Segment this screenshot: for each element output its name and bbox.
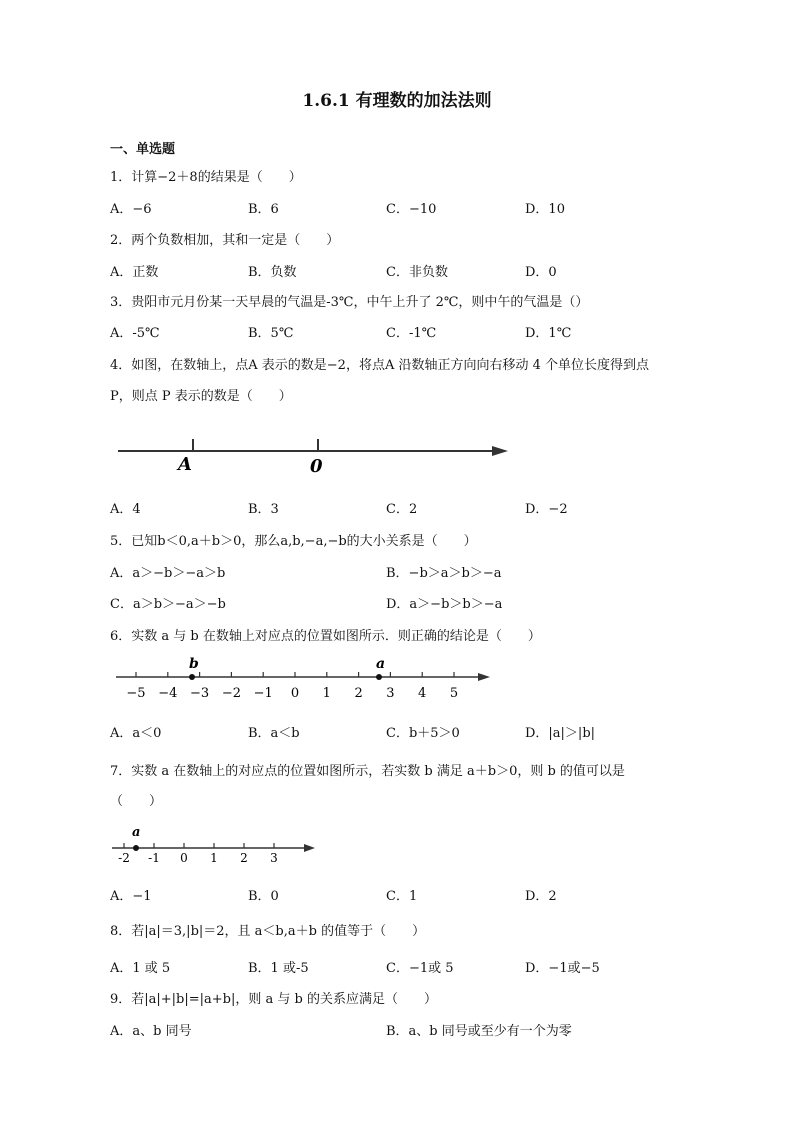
q8-option-c: C．−1或 5 bbox=[386, 961, 454, 976]
page-title: 1.6.1 有理数的加法法则 bbox=[302, 91, 492, 111]
question-4-stem-line1: 4．如图，在数轴上，点A 表示的数是−2，将点A 沿数轴正方向向右移动 4 个单位长度得到点 bbox=[110, 358, 650, 373]
tick-label: −5 bbox=[126, 686, 146, 701]
question-5-stem: 5．已知b＜0,a＋b＞0，那么a,b,−a,−b的大小关系是（ ） bbox=[110, 534, 477, 549]
tick-label: −2 bbox=[221, 686, 241, 701]
point-b-dot bbox=[189, 674, 195, 680]
q3-option-a: A．-5℃ bbox=[110, 326, 160, 341]
tick-label: 3 bbox=[270, 851, 278, 865]
q6-option-b: B．a＜b bbox=[248, 726, 300, 741]
q5-option-a: A．a＞−b＞−a＞b bbox=[110, 566, 226, 581]
q4-option-c: C．2 bbox=[386, 502, 418, 517]
question-9-stem: 9．若|a|+|b|=|a+b|，则 a 与 b 的关系应满足（ ） bbox=[110, 992, 437, 1007]
tick-label: -2 bbox=[118, 851, 130, 865]
q4-option-b: B．3 bbox=[248, 502, 279, 517]
q3-option-c: C．-1℃ bbox=[386, 326, 437, 341]
q2-option-c: C．非负数 bbox=[386, 265, 448, 280]
q1-option-b: B．6 bbox=[248, 202, 279, 217]
q4-option-a: A．4 bbox=[110, 502, 141, 517]
q9-option-b: B．a、b 同号或至少有一个为零 bbox=[386, 1024, 572, 1039]
q2-option-d: D．0 bbox=[525, 265, 557, 280]
origin-label: 0 bbox=[310, 456, 323, 477]
section-heading: 一、单选题 bbox=[110, 142, 176, 157]
tick-label: −3 bbox=[190, 686, 210, 701]
tick-label: 3 bbox=[386, 686, 395, 701]
number-line-arrow bbox=[304, 844, 315, 852]
q2-option-b: B．负数 bbox=[248, 265, 297, 280]
q6-option-a: A．a＜0 bbox=[110, 726, 162, 741]
question-8-stem: 8．若|a|＝3,|b|＝2，且 a＜b,a＋b 的值等于（ ） bbox=[110, 924, 426, 939]
tick-label: -1 bbox=[148, 851, 160, 865]
q7-number-line-figure bbox=[108, 820, 328, 870]
q3-option-b: B．5℃ bbox=[248, 326, 294, 341]
q6-option-c: C．b＋5＞0 bbox=[386, 726, 460, 741]
question-2-stem: 2．两个负数相加，其和一定是（ ） bbox=[110, 233, 340, 248]
number-line-arrow bbox=[478, 673, 490, 681]
tick-label: 4 bbox=[418, 686, 427, 701]
point-a-dot bbox=[376, 674, 382, 680]
point-a-label: a bbox=[132, 825, 141, 840]
tick-label: 0 bbox=[290, 686, 300, 701]
q4-option-d: D．−2 bbox=[525, 502, 568, 517]
tick-label: 2 bbox=[354, 686, 363, 701]
tick-label: 0 bbox=[180, 851, 188, 865]
q5-option-b: B．−b＞a＞b＞−a bbox=[386, 566, 502, 581]
question-1-stem: 1．计算−2＋8的结果是（ ） bbox=[110, 170, 302, 185]
tick-label: 2 bbox=[240, 851, 248, 865]
tick-label: −4 bbox=[158, 686, 178, 701]
q7-option-c: C．1 bbox=[386, 889, 418, 904]
q7-option-b: B．0 bbox=[248, 889, 279, 904]
question-7-stem-line1: 7．实数 a 在数轴上的对应点的位置如图所示，若实数 b 满足 a＋b＞0，则 b 的值可以是 bbox=[110, 764, 625, 779]
q1-option-c: C．−10 bbox=[386, 202, 437, 217]
point-b-label: b bbox=[189, 656, 199, 672]
tick-label: 5 bbox=[449, 686, 459, 701]
point-a-label: A bbox=[178, 454, 192, 475]
tick-label: 1 bbox=[322, 686, 331, 701]
q8-option-a: A．1 或 5 bbox=[110, 961, 171, 976]
point-a-dot bbox=[133, 845, 139, 851]
question-6-stem: 6．实数 a 与 b 在数轴上对应点的位置如图所示．则正确的结论是（ ） bbox=[110, 629, 541, 644]
q1-option-a: A．−6 bbox=[110, 202, 152, 217]
q7-option-d: D．2 bbox=[525, 889, 557, 904]
q2-option-a: A．正数 bbox=[110, 265, 159, 280]
question-7-stem-line2: （ ） bbox=[110, 794, 163, 809]
q9-option-a: A．a、b 同号 bbox=[110, 1024, 192, 1039]
q6-option-d: D．|a|＞|b| bbox=[525, 726, 596, 741]
q1-option-d: D．10 bbox=[525, 202, 565, 217]
point-a-label: a bbox=[376, 656, 386, 672]
q5-option-c: C．a＞b＞−a＞−b bbox=[110, 597, 226, 612]
tick-label: 1 bbox=[210, 851, 218, 865]
question-3-stem: 3．贵阳市元月份某一天早晨的气温是-3℃，中午上升了 2℃，则中午的气温是（） bbox=[110, 295, 589, 310]
q8-option-d: D．−1或−5 bbox=[525, 961, 600, 976]
q7-ticks bbox=[118, 843, 278, 865]
question-4-stem-line2: P，则点 P 表示的数是（ ） bbox=[110, 389, 292, 404]
tick-label: −1 bbox=[253, 686, 273, 701]
q3-option-d: D．1℃ bbox=[525, 326, 572, 341]
q8-option-b: B．1 或-5 bbox=[248, 961, 309, 976]
number-line-arrow bbox=[492, 446, 508, 456]
q6-number-line-figure bbox=[110, 652, 500, 704]
q7-option-a: A．−1 bbox=[110, 889, 152, 904]
q5-option-d: D．a＞−b＞b＞−a bbox=[386, 597, 503, 612]
q4-number-line-figure bbox=[110, 430, 520, 482]
